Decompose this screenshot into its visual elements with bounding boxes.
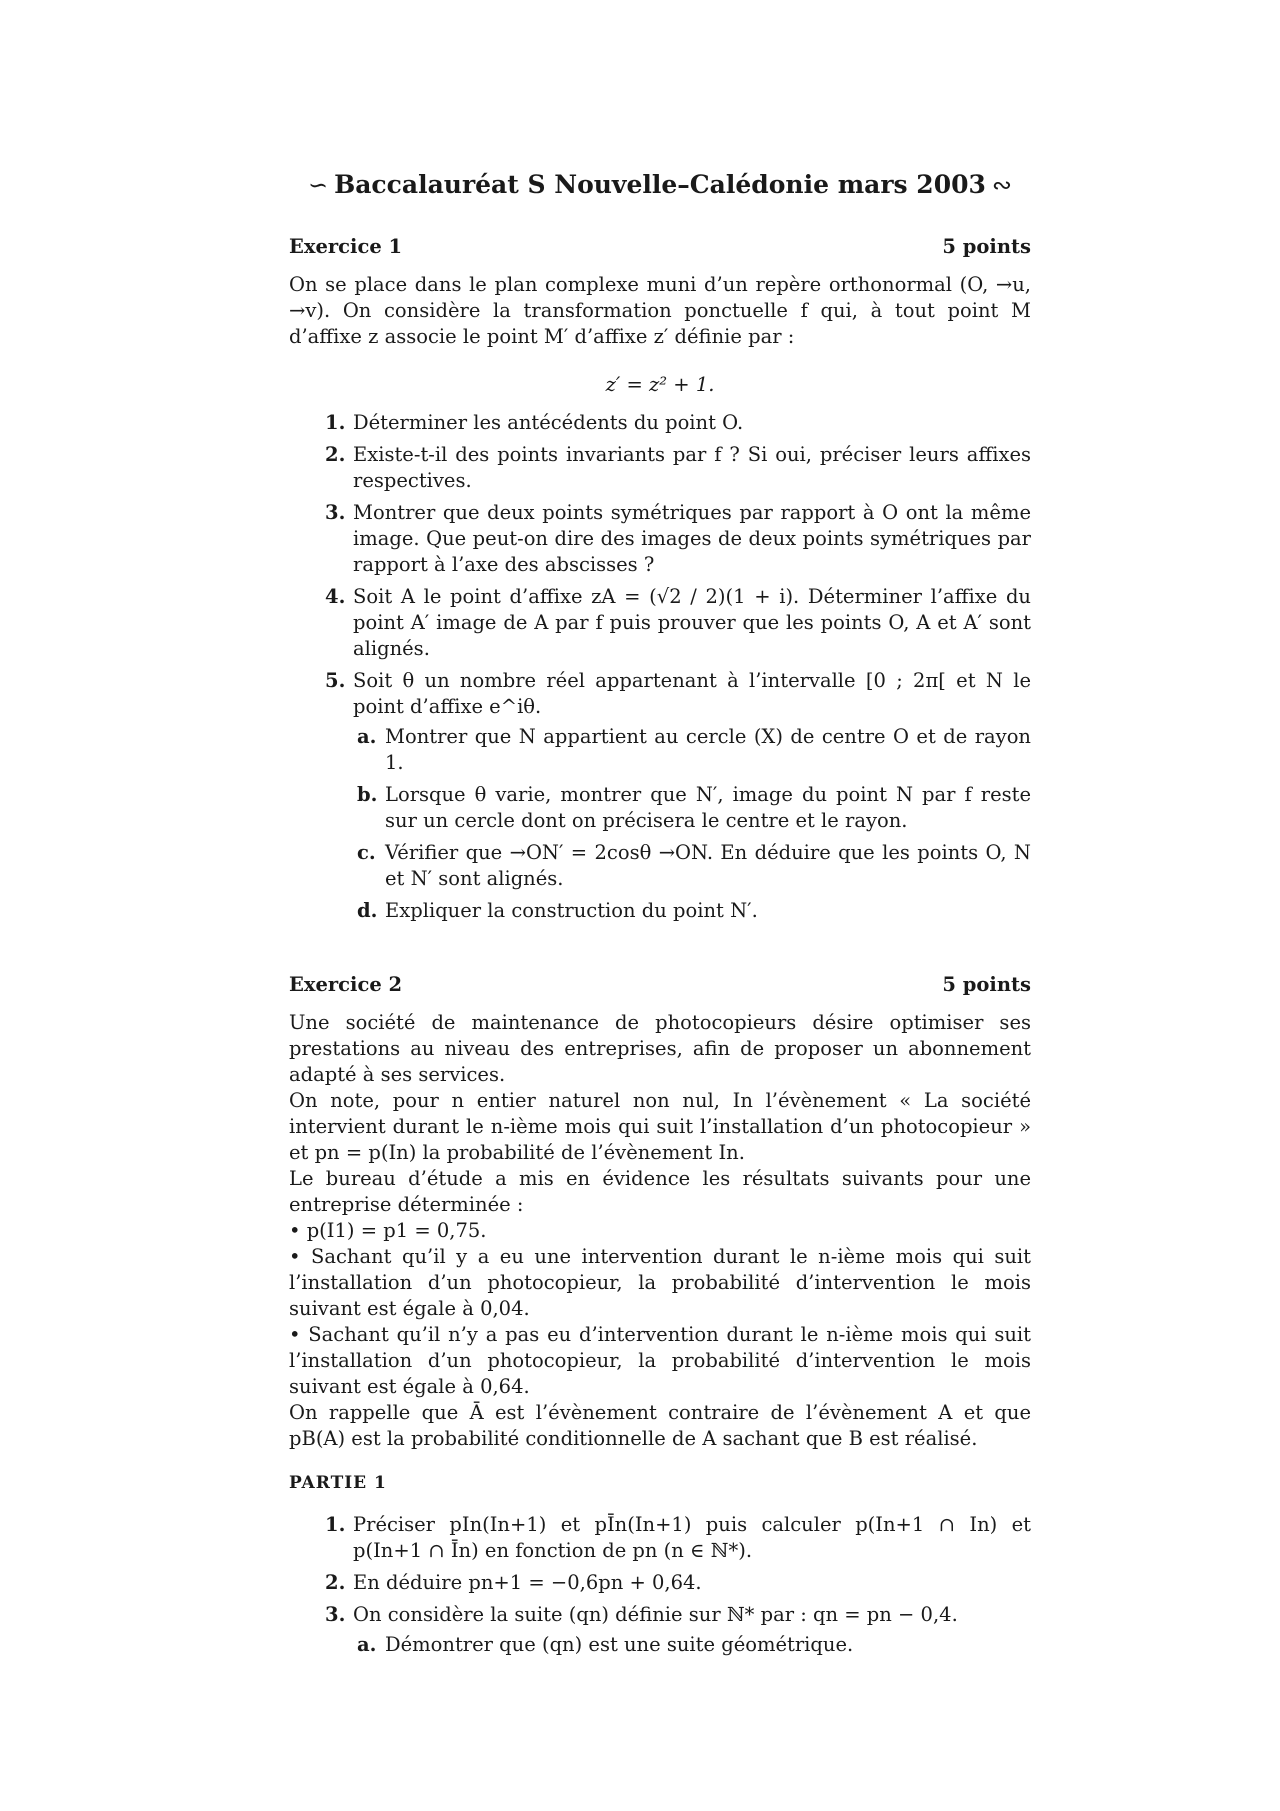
exercise-1-questions (289, 410, 1031, 924)
question-number: 1. (325, 1513, 346, 1536)
question-text: Soit θ un nombre réel appartenant à l’intervalle [0 ; 2π[ et N le point d’affixe e^iθ. (353, 669, 1031, 718)
question-text: Existe-t-il des points invariants par f ? Si oui, préciser leurs affixes respectives. (353, 443, 1031, 492)
question-text: Montrer que deux points symétriques par rapport à O ont la même image. Que peut-on dire des images de deux points symétriques par rapport à l’axe des abscisses ? (353, 501, 1031, 576)
exercise-1-points: 5 points (942, 235, 1031, 258)
exercise-2-label: Exercice 2 (289, 973, 403, 996)
subquestion-item (357, 898, 1031, 924)
question-item (325, 442, 1031, 494)
question-item (325, 668, 1031, 924)
exercise-2-questions (289, 1512, 1031, 1658)
exercise-2-points: 5 points (942, 973, 1031, 996)
subquestion-label: a. (357, 725, 377, 748)
page-title (289, 170, 1031, 200)
section-gap (289, 930, 1031, 972)
subquestion-label: d. (357, 899, 378, 922)
question-number: 3. (325, 1603, 346, 1626)
exercise-2-paragraph: On rappelle que Ā est l’évènement contraire de l’évènement A et que pB(A) est la probabilité conditionnelle de A sachant que B est réalisé. (289, 1401, 1031, 1450)
exercise-1-label: Exercice 1 (289, 235, 403, 258)
ornament-right-icon: ∾ (991, 171, 1012, 199)
question-text: En déduire pn+1 = −0,6pn + 0,64. (353, 1571, 702, 1594)
subquestion-item (357, 1632, 1031, 1658)
question-number: 5. (325, 669, 346, 692)
subquestion-text: Lorsque θ varie, montrer que N′, image du point N par f reste sur un cercle dont on précisera le centre et le rayon. (385, 783, 1031, 832)
subquestion-item (357, 782, 1031, 834)
exercise-1-intro: On se place dans le plan complexe muni d’un repère orthonormal (O, →u, →v). On considère la transformation ponctuelle f qui, à tout point M d’affixe z associe le point M′ d’affixe z′ définie par : (289, 273, 1031, 348)
exercise-2-paragraph: • Sachant qu’il y a eu une intervention durant le n-ième mois qui suit l’installation d’un photocopieur, la probabilité d’intervention le mois suivant est égale à 0,04. (289, 1245, 1031, 1320)
ornament-left-icon: ∽ (307, 171, 329, 199)
exercise-2-paragraph: • p(I1) = p1 = 0,75. (289, 1219, 487, 1242)
exercise-2-header (289, 972, 1031, 998)
exercise-2-paragraph: • Sachant qu’il n’y a pas eu d’intervention durant le n-ième mois qui suit l’installation d’un photocopieur, la probabilité d’intervention le mois suivant est égale à 0,64. (289, 1323, 1031, 1398)
subquestion-text: Démontrer que (qn) est une suite géométrique. (385, 1633, 854, 1656)
exercise-1-formula: z′ = z² + 1. (605, 373, 715, 396)
question-item (325, 584, 1031, 662)
question-text: On considère la suite (qn) définie sur ℕ* par : qn = pn − 0,4. (353, 1603, 958, 1626)
question-item (325, 410, 1031, 436)
question-item (325, 1602, 1031, 1658)
subquestion-label: a. (357, 1633, 377, 1656)
exercise-2-paragraph: Le bureau d’étude a mis en évidence les résultats suivants pour une entreprise déterminée : (289, 1167, 1031, 1216)
question-5-subitems (353, 724, 1031, 924)
question-number: 3. (325, 501, 346, 524)
subquestion-label: c. (357, 841, 376, 864)
question-number: 2. (325, 1571, 346, 1594)
subquestion-text: Expliquer la construction du point N′. (385, 899, 758, 922)
page (289, 170, 1031, 1664)
question-item (325, 1570, 1031, 1596)
question-text: Déterminer les antécédents du point O. (353, 411, 744, 434)
title-text: Baccalauréat S Nouvelle–Calédonie mars 2003 (334, 170, 986, 199)
partie-heading: PARTIE 1 (289, 1473, 387, 1493)
subquestion-text: Montrer que N appartient au cercle (X) de centre O et de rayon 1. (385, 725, 1031, 774)
question-item (325, 500, 1031, 578)
exercise-2-paragraph: Une société de maintenance de photocopieurs désire optimiser ses prestations au niveau des entreprises, afin de proposer un abonnement adapté à ses services. (289, 1011, 1031, 1086)
question-number: 1. (325, 411, 346, 434)
question-3-subitems (353, 1632, 1031, 1658)
subquestion-label: b. (357, 783, 378, 806)
exercise-2-paragraph: On note, pour n entier naturel non nul, In l’évènement « La société intervient durant le n-ième mois qui suit l’installation d’un photocopieur » et pn = p(In) la probabilité de l’évènement In. (289, 1089, 1031, 1164)
subquestion-item (357, 724, 1031, 776)
subquestion-text: Vérifier que →ON′ = 2cosθ →ON. En déduire que les points O, N et N′ sont alignés. (385, 841, 1031, 890)
exercise-1-header (289, 234, 1031, 260)
subquestion-item (357, 840, 1031, 892)
question-number: 2. (325, 443, 346, 466)
question-text: Préciser pIn(In+1) et pĪn(In+1) puis calculer p(In+1 ∩ In) et p(In+1 ∩ Īn) en fonction de pn (n ∈ ℕ*). (353, 1513, 1031, 1562)
question-number: 4. (325, 585, 346, 608)
question-item (325, 1512, 1031, 1564)
question-text: Soit A le point d’affixe zA = (√2 / 2)(1 + i). Déterminer l’affixe du point A′ image de A par f puis prouver que les points O, A et A′ sont alignés. (353, 585, 1031, 660)
